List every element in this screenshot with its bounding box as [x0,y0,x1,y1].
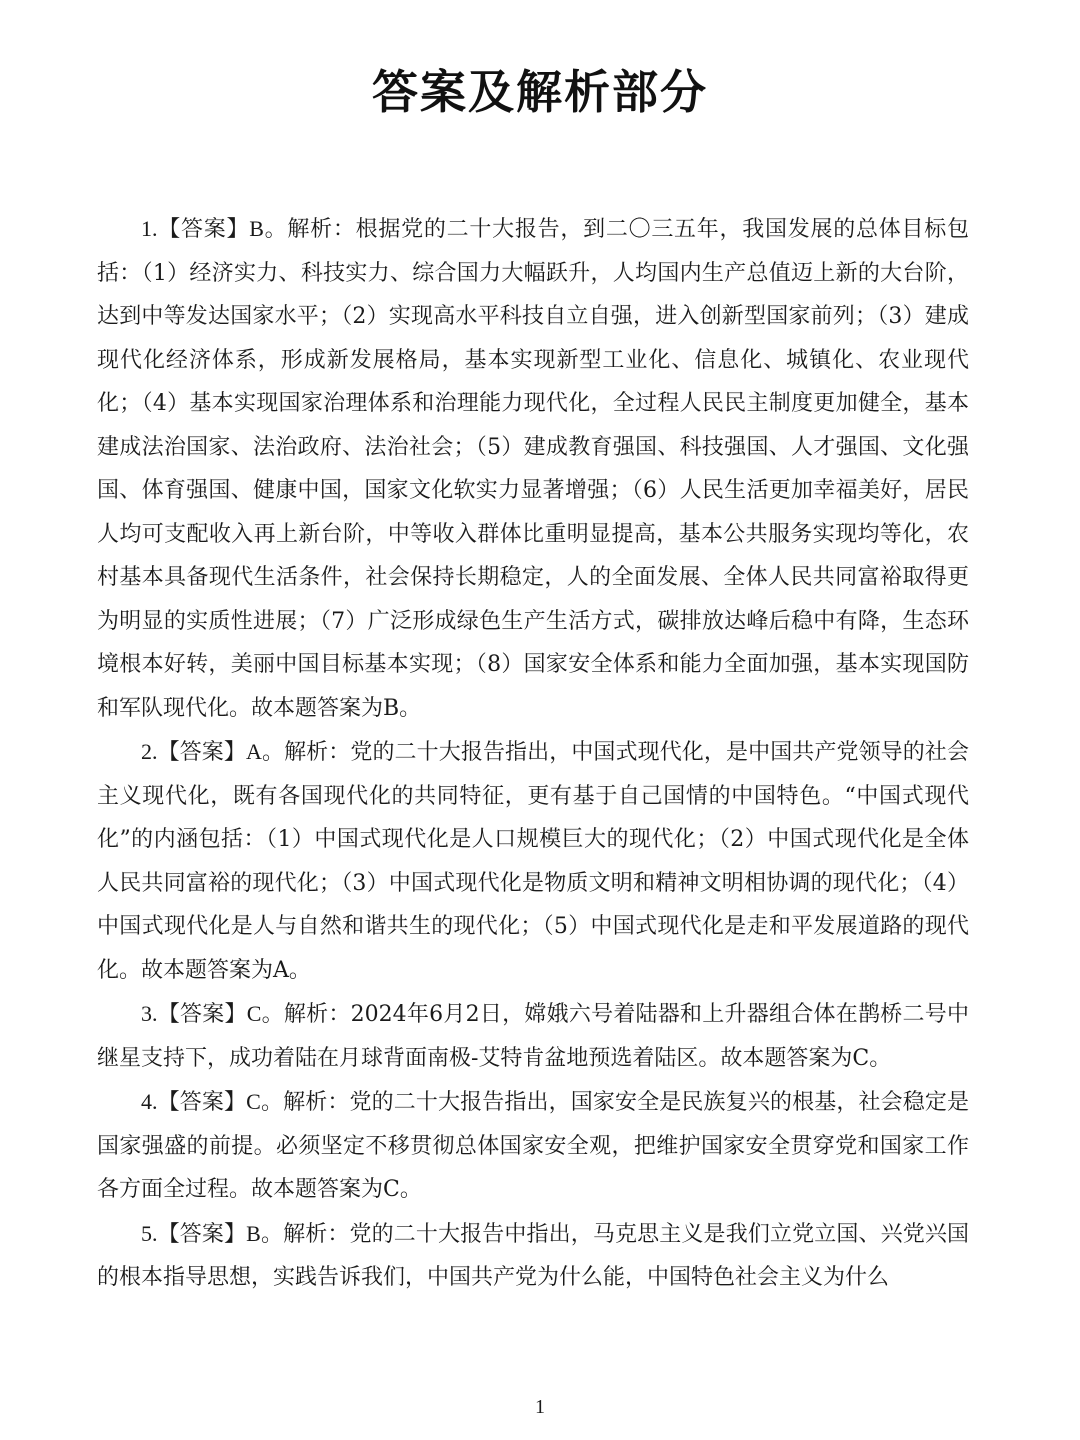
answer-item-1 [97,207,969,730]
answer-item-4 [97,1080,969,1212]
page-title: 答案及解析部分 [372,65,708,119]
answer-number: 2. [141,739,158,764]
answer-choice: C [246,1001,262,1026]
answer-number: 3. [141,1001,158,1026]
answer-number: 4. [141,1089,158,1114]
page-number: 1 [535,1396,545,1418]
answer-tag: 【答案】 [157,1002,247,1027]
answer-choice: B [249,216,264,241]
answer-item-3 [97,992,969,1080]
answer-explanation: 。解析：根据党的二十大报告，到二〇三五年，我国发展的总体目标包括：（1）经济实力、科技实力、综合国力大幅跃升，人均国内生产总值迈上新的大台阶，达到中等发达国家水平；（2）实现高水平科技自立自强，进入创新型国家前列；（3）建成现代化经济体系，形成新发展格局，基本实现新型工业化、信息化、城镇化、农业现代化；（4）基本实现国家治理体系和治理能力现代化，全过程人民民主制度更加健全，基本建成法治国家、法治政府、法治社会；（5）建成教育强国、科技强国、人才强国、文化强国、体育强国、健康中国，国家文化软实力显著增强；（6）人民生活更加幸福美好，居民人均可支配收入再上新台阶，中等收入群体比重明显提高，基本公共服务实现均等化，农村基本具备现代生活条件，社会保持长期稳定，人的全面发展、全体人民共同富裕取得更为明显的实质性进展；（7）广泛形成绿色生产生活方式，碳排放达峰后稳中有降，生态环境根本好转，美丽中国目标基本实现；（8）国家安全体系和能力全面加强，基本实现国防和军队现代化。故本题答案为B。 [97,217,969,721]
answer-item-2 [97,730,969,992]
answer-tag: 【答案】 [157,740,246,765]
answer-tag: 【答案】 [157,217,250,242]
answer-number: 5. [141,1220,158,1246]
answer-choice: A [245,739,262,764]
answer-explanation: 。解析：党的二十大报告中指出，马克思主义是我们立党立国、兴党兴国的根本指导思想，实践告诉我们，中国共产党为什么能，中国特色社会主义为什么 [97,1221,969,1290]
answer-explanation: 。解析：党的二十大报告指出，国家安全是民族复兴的根基，社会稳定是国家强盛的前提。必须坚定不移贯彻总体国家安全观，把维护国家安全贯穿党和国家工作各方面全过程。故本题答案为C。 [97,1090,969,1202]
answer-explanation: 。解析：党的二十大报告指出，中国式现代化，是中国共产党领导的社会主义现代化，既有各国现代化的共同特征，更有基于自己国情的中国特色。“中国式现代化”的内涵包括：（1）中国式现代化是人口规模巨大的现代化；（2）中国式现代化是全体人民共同富裕的现代化；（3）中国式现代化是物质文明和精神文明相协调的现代化；（4）中国式现代化是人与自然和谐共生的现代化；（5）中国式现代化是走和平发展道路的现代化。故本题答案为A。 [97,740,969,983]
answer-choice: B [246,1220,261,1246]
answer-tag: 【答案】 [157,1090,247,1115]
answer-choice: C [246,1089,261,1114]
answers-section [97,207,969,1300]
answer-item-5 [97,1212,969,1300]
answer-number: 1. [141,216,158,241]
answer-tag: 【答案】 [157,1221,247,1247]
answer-explanation: 。解析：2024年6月2日，嫦娥六号着陆器和上升器组合体在鹊桥二号中继星支持下，成功着陆在月球背面南极-艾特肯盆地预选着陆区。故本题答案为C。 [97,1002,969,1071]
